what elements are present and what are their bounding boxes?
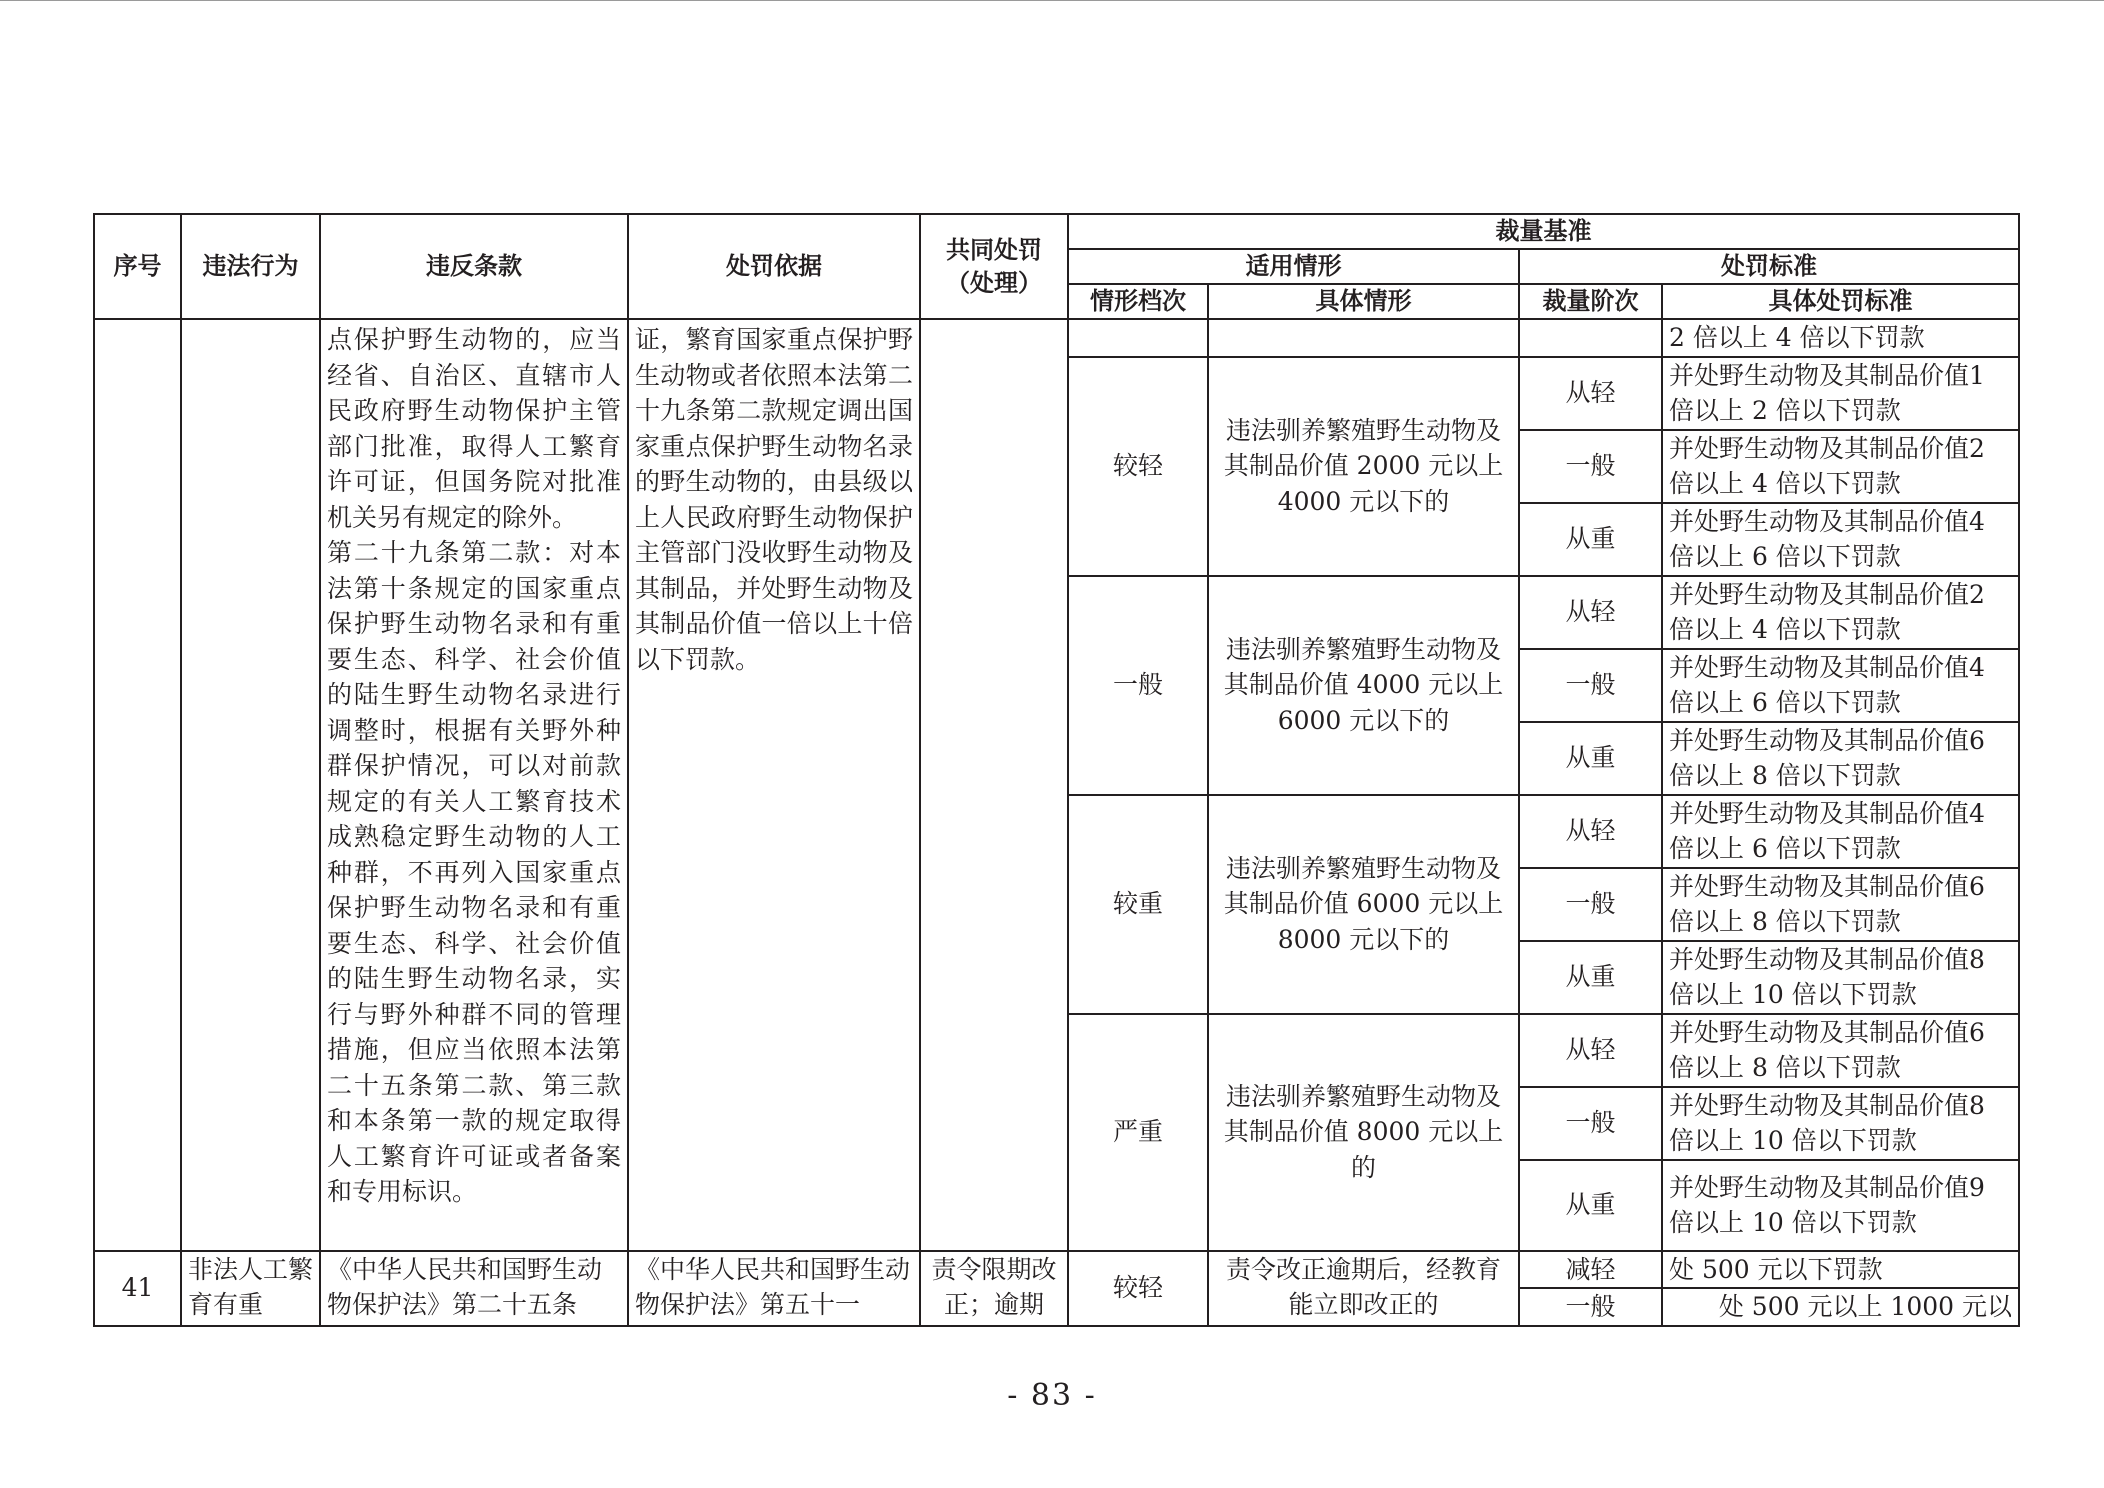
standard-cell: 并处野生动物及其制品价值6 倍以上 8 倍以下罚款: [1662, 722, 2019, 795]
tier-cell: 从轻: [1519, 1014, 1662, 1087]
situation-cell: 违法驯养繁殖野生动物及其制品价值 2000 元以上 4000 元以下的: [1208, 357, 1519, 576]
cont-basis-text: 证，繁育国家重点保护野生动物或者依照本法第二十九条第二款规定调出国家重点保护野生动物名录的野生动物的，由县级以上人民政府野生动物保护主管部门没收野生动物及其制品，并处野生动物及其制品价值一倍以上十倍以下罚款。: [628, 319, 920, 1251]
cont-seq-cell: [94, 319, 181, 1251]
penalty-table: [93, 213, 2020, 1327]
standard-cell: 并处野生动物及其制品价值1 倍以上 2 倍以下罚款: [1662, 357, 2019, 430]
level-cell: 较重: [1068, 795, 1208, 1014]
header-discretion: 裁量阶次: [1519, 284, 1662, 319]
standard-cell: 并处野生动物及其制品价值6 倍以上 8 倍以下罚款: [1662, 868, 2019, 941]
standard-cell: 并处野生动物及其制品价值8 倍以上 10 倍以下罚款: [1662, 941, 2019, 1014]
tier-cell: 一般: [1519, 649, 1662, 722]
header-applicable: 适用情形: [1068, 249, 1519, 284]
situation-cell: 违法驯养繁殖野生动物及其制品价值 6000 元以上 8000 元以下的: [1208, 795, 1519, 1014]
row41-tier1: 减轻: [1519, 1251, 1662, 1289]
cont-act-cell: [181, 319, 320, 1251]
standard-cell: 并处野生动物及其制品价值2 倍以上 4 倍以下罚款: [1662, 576, 2019, 649]
tier-cell: 从重: [1519, 503, 1662, 576]
header-specific: 具体情形: [1208, 284, 1519, 319]
row41-joint: 责令限期改正；逾期: [920, 1251, 1068, 1326]
cont-level-empty: [1068, 319, 1208, 357]
header-basis: 处罚依据: [628, 214, 920, 319]
level-cell: 较轻: [1068, 357, 1208, 576]
row41-basis: 《中华人民共和国野生动物保护法》第五十一: [628, 1251, 920, 1326]
header-penalty-standard: 处罚标准: [1519, 249, 2019, 284]
header-seq: 序号: [94, 214, 181, 319]
row41-seq: 41: [94, 1251, 181, 1326]
header-article: 违反条款: [320, 214, 628, 319]
row41-level: 较轻: [1068, 1251, 1208, 1326]
cont-tier-empty: [1519, 319, 1662, 357]
cont-article-text: 点保护野生动物的，应当经省、自治区、直辖市人民政府野生动物保护主管部门批准，取得人工繁育许可证，但国务院对批准机关另有规定的除外。 第二十九条第二款：对本法第十条规定的国家重点保护野生动物名录和有重要生态、科学、社会价值的陆生野生动物名录进行调整时，根据有关野外种群保护情况，可以对前款规定的有关人工繁育技术成熟稳定野生动物的人工种群，不再列入国家重点保护野生动物名录和有重要生态、科学、社会价值的陆生野生动物名录，实行与野外种群不同的管理措施，但应当依照本法第二十五条第二款、第三款和本条第一款的规定取得人工繁育许可证或者备案和专用标识。: [320, 319, 628, 1251]
standard-cell: 并处野生动物及其制品价值8 倍以上 10 倍以下罚款: [1662, 1087, 2019, 1160]
standard-cell: 并处野生动物及其制品价值9 倍以上 10 倍以下罚款: [1662, 1160, 2019, 1251]
tier-cell: 从轻: [1519, 795, 1662, 868]
tier-cell: 一般: [1519, 430, 1662, 503]
level-cell: 一般: [1068, 576, 1208, 795]
tier-cell: 一般: [1519, 868, 1662, 941]
row41-std1: 处 500 元以下罚款: [1662, 1251, 2019, 1289]
tier-cell: 一般: [1519, 1087, 1662, 1160]
level-cell: 严重: [1068, 1014, 1208, 1251]
standard-cell: 并处野生动物及其制品价值4 倍以上 6 倍以下罚款: [1662, 795, 2019, 868]
header-act: 违法行为: [181, 214, 320, 319]
standard-cell: 并处野生动物及其制品价值6 倍以上 8 倍以下罚款: [1662, 1014, 2019, 1087]
row41-act: 非法人工繁育有重: [181, 1251, 320, 1326]
cont-situation-empty: [1208, 319, 1519, 357]
header-level: 情形档次: [1068, 284, 1208, 319]
header-standard: 裁量基准: [1068, 214, 2019, 249]
page-number: - 83 -: [1007, 1378, 1097, 1413]
header-joint: 共同处罚 （处理）: [920, 214, 1068, 319]
row41-tier2: 一般: [1519, 1288, 1662, 1326]
tier-cell: 从重: [1519, 1160, 1662, 1251]
standard-cell: 并处野生动物及其制品价值4 倍以上 6 倍以下罚款: [1662, 649, 2019, 722]
cont-joint-cell: [920, 319, 1068, 1251]
tier-cell: 从轻: [1519, 576, 1662, 649]
tier-cell: 从轻: [1519, 357, 1662, 430]
cont-first-standard: 2 倍以上 4 倍以下罚款: [1662, 319, 2019, 357]
situation-cell: 违法驯养繁殖野生动物及其制品价值 8000 元以上的: [1208, 1014, 1519, 1251]
tier-cell: 从重: [1519, 722, 1662, 795]
tier-cell: 从重: [1519, 941, 1662, 1014]
standard-cell: 并处野生动物及其制品价值4 倍以上 6 倍以下罚款: [1662, 503, 2019, 576]
header-specific-standard: 具体处罚标准: [1662, 284, 2019, 319]
row41-std2: 处 500 元以上 1000 元以: [1662, 1288, 2019, 1326]
standard-cell: 并处野生动物及其制品价值2 倍以上 4 倍以下罚款: [1662, 430, 2019, 503]
top-rule: [0, 0, 2104, 1]
row41-article: 《中华人民共和国野生动物保护法》第二十五条: [320, 1251, 628, 1326]
row41-situation: 责令改正逾期后，经教育能立即改正的: [1208, 1251, 1519, 1326]
situation-cell: 违法驯养繁殖野生动物及其制品价值 4000 元以上 6000 元以下的: [1208, 576, 1519, 795]
